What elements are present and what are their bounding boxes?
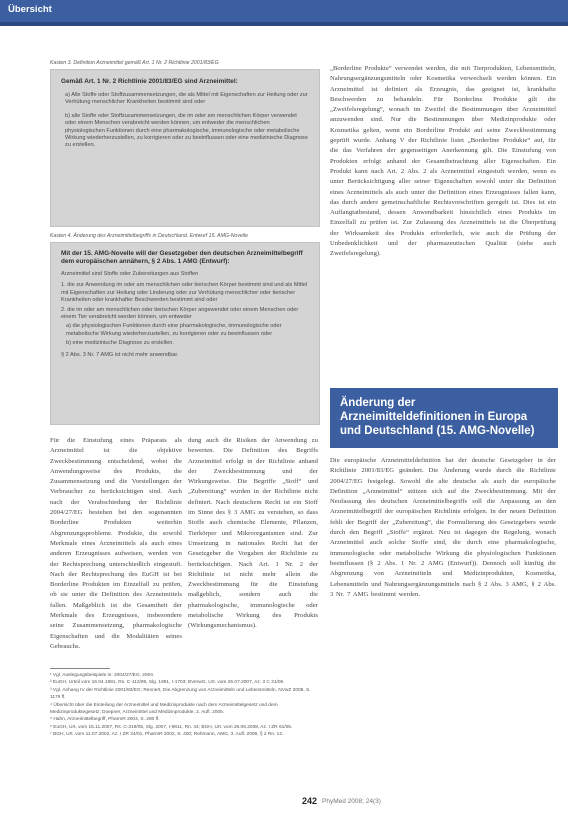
definition-box-eu: [50, 69, 320, 227]
footnote: ⁵ Hahn, Arzneimittelbegriff, PharmR 2004, S. 280 ff.: [50, 717, 160, 723]
section-heading-box: [330, 388, 558, 448]
right-column-text-bottom: Die europäische Arzneimitteldefinition hat der deutsche Gesetzgeber in der Richtlinie 2001/83/EG geändert. Die Änderung wurde durch die Richtlinie 2004/27/EG festgelegt. Sowohl die alte deutsche als auch die europäische Definition „Arzneimittel“ stützen sich auf die Zweckbestimmung. Mit der Neufassung des deutschen Arzneimittelbegriffs soll die Anpassung an den Arzneimittelbegriff der europäischen Richtlinie erfolgen. In der neuen Definition fehlt der Begriff der „Zubereitung“, die Formulierung des Gesetzgebers wurde durch den Begriff „Stoffe“ ergänzt. Neu ist dagegen die Regelung, wonach Arzneimittel auch solche Stoffe sind, die durch eine pharmakologische, immunologische oder metabolische Wirkung die physiologischen Funktionen beeinflussen (§ 2 Abs. 1 Nr. 2 AMG (Entwurf)). Dennoch soll künftig die Abgrenzung von Arzneimitteln und Medizinprodukten, Kosmetika, Lebensmitteln und Nahrungsergänzungsmitteln nach § 2 Abs. 3 AMG, § 2 Abs. 3 Nr. 7 AMG bestimmt werden.: [330, 457, 556, 598]
box2-item-a: a) die physiologischen Funktionen durch eine pharmakologische, immunologische oder metabolische Wirkung wiederherzustellen, zu korrigieren oder zu beeinflussen oder: [66, 323, 282, 337]
section-header-bar: [0, 0, 568, 26]
box2-item-b: b) eine medizinische Diagnose zu erstellen.: [66, 340, 174, 347]
section-heading: Änderung der Arzneimitteldefinitionen in Europa und Deutschland (15. AMG-Novelle): [340, 397, 535, 437]
box2-title: Mit der 15. AMG-Novelle will der Gesetzgeber den deutschen Arzneimittelbegriff dem europäischen annähern, § 2 Abs. 1 AMG (Entwurf):: [61, 250, 303, 265]
footnote: ² EuGH, Urteil vom 16.04.1991, Rs. C-112/89, Slg. 1991, I-1703; BVerwG, Urt. vom 25.07.2007, Az. 3 C 21/06.: [50, 680, 285, 686]
box2-item-2: 2. die im oder am menschlichen oder tierischen Körper angewendet oder einem Menschen oder einem Tier verabreicht werden können, um entweder: [61, 306, 299, 321]
box1-para-b: b) alle Stoffe oder Stoffzusammensetzungen, die im oder am menschlichen Körper verwendet oder einem Menschen verabreicht werden können, um entweder die menschlichen physiologischen Funktionen durch eine pharmakologische, immunologische oder metabolische Wirkung wiederherzustellen, zu korrigieren oder zu beeinflussen oder eine medizinische Diagnose zu erstellen.: [65, 112, 308, 149]
footnote-divider: [50, 668, 110, 669]
footnote: ⁷ BGH, Urt. vom 11.07.2002, Az. I ZR 34/01, PharmR 2002, S. 400; Rehmann, AMG, 3. Aufl. 2008, § 2 Rn. 12.: [50, 732, 284, 738]
page-number: 242: [302, 796, 318, 806]
right-column-text-top: „Borderline Produkte“ verwendet werden, die mit Tierprodukten, Lebensmitteln, Nahrungsergänzungsmitteln oder Kosmetika verwechselt werden können. Ein Arzneimittel ist definiert als Erzeugnis, das geeignet ist, krankhafte Beschwerden zu behandeln. Für Borderline Produkte gilt die „Zweifelsregelung“, wonach im Zweifel die Bestimmungen über Arzneimittel anzuwenden sind. Nur die Bestimmungen über Medizinprodukte oder Kosmetika gelten, wenn ein Borderline Produkt auf seine Zweckbestimmung geprüft wurde. Anhang V der Richtlinie listet „Borderline Produkte“ auf, für die das Verfahren der gegenseitigen Anerkennung gilt. Die Einstufung von Produkten erfolgt anhand der Gesamtbetrachtung aller Eigenschaften. Ein Produkt kann nach Art. 2 Abs. 2 als Arzneimittel eingestuft werden, wenn es unter Berücksichtigung aller seiner Eigenschaften sowohl unter die Definition eines Arzneimittels als auch unter die Definition eines Erzeugnisses fallen kann, das durch andere gemeinschaftliche Rechtsvorschriften geregelt ist. Dies ist ein Auffangtatbestand, dessen Anwendbarkeit hinsichtlich eines Produkts im Einzelfall zu prüfen ist. Zur Zulassung des Arzneimittels ist die Überprüfung der Wirksamkeit des Produkts erforderlich, wie auch die Prüfung der Unbedenklichkeit und der pharmazeutischen Qualität (siehe auch Zweifelsregelung).: [330, 65, 556, 258]
box1-title: Gemäß Art. 1 Nr. 2 Richtlinie 2001/83/EG sind Arzneimittel:: [61, 78, 238, 85]
footnote: ¹ Vgl. Auslegungsbeispiele in: 2004/27/EG, 2004.: [50, 673, 155, 678]
definition-box-de: [50, 242, 320, 425]
box1-para-a: a) Alle Stoffe oder Stoffzusammensetzungen, die als Mittel mit Eigenschaften zur Heilung oder zur Verhütung menschlicher Krankheiten bestimmt sind oder: [65, 92, 308, 106]
box2-item-1: 1. die zur Anwendung im oder am menschlichen oder tierischen Körper bestimmt sind und als Mittel mit Eigenschaften zur Heilung oder Linderung oder zur Verhütung menschlicher oder tierischer Krankheiten oder krankhafter Beschwerden bestimmt sind oder: [61, 282, 308, 304]
footnotes: [50, 672, 316, 739]
box1-caption: Kasten 3. Definition Arzneimittel gemäß Art. 1 Nr. 2 Richtlinie 2001/83/EG: [50, 60, 219, 66]
box2-intro: Arzneimittel sind Stoffe oder Zubereitungen aus Stoffen: [61, 271, 199, 277]
box2-note: § 2 Abs. 3 Nr. 7 AMG ist nicht mehr anwendbar.: [61, 351, 179, 358]
middle-column-text: dung auch die Risiken der Anwendung zu bewerten. Die Definition des Begriffs Arzneimittel erfolgt in der Richtlinie anhand der Zweckbestimmung und der Wirkungsweise. Die Begriffe „Stoff“ und „Zubereitung“ wurden in der Richtlinie nicht definiert. Nach deutschem Recht ist ein Stoff im Sinne des § 3 AMG zu verstehen, so dass Stoffe auch chemische Elemente, Pflanzen, Tierkörper und Mikroorganismen sind. Zur Umsetzung in nationales Recht hat der Gesetzgeber die Vorgaben der Richtlinie zu berücksichtigen. Nach Art. 1 Nr. 2 der Richtlinie ist nicht mehr allein die Zweckbestimmung für die Einstufung maßgeblich, sondern auch die pharmakologische, immunologische oder metabolische Wirkung des Produkts (Wirkungsmechanismus).: [188, 437, 318, 630]
journal-reference: PhyMed 2008; 24(3): [322, 798, 381, 805]
footnote: ⁴ Übersicht über die Einteilung der Arzneimittel und Medizinprodukte nach dem Arzneimittelgesetz und dem Medizinproduktegesetz; Doepner, Arzneimittel und Medizinprodukte, 2. Aufl. 2005.: [50, 702, 278, 716]
footnote: ³ Vgl. Anhang IV der Richtlinie 2001/83/EG; Rennert, Die Abgrenzung von Arzneimitteln und Lebensmitteln, NVwZ 2008, S. 1179 ff.: [50, 687, 311, 701]
footnote: ⁶ EuGH, Urt. vom 15.11.2007, Rs. C-319/05, Slg. 2007, I-9811, Rn. 44; BGH, Urt. vom 26.06.2008, Az. I ZR 61/05.: [50, 724, 293, 730]
box2-caption: Kasten 4. Änderung des Arzneimittelbegriffs in Deutschland, Entwurf 15. AMG-Novelle: [50, 233, 248, 239]
left-column-text: Für die Einstufung eines Präparats als Arzneimittel ist die objektive Zweckbestimmung entscheidend, wobei die Anwendungsweise des Produkts, die Zusammensetzung und die Vorstellungen der Verbraucher zu berücksichtigen sind. Auch nach der Verabschiedung der Richtlinie 2004/27/EG bestehen bei den sogenannten Borderline Produkten weiterhin Abgrenzungsprobleme. Produkte, die sowohl Merkmale eines Arzneimittels als auch eines anderen Erzeugnisses aufweisen, werden von der Rechtsprechung unterschiedlich eingestuft. Nach der Rechtsprechung des EuGH ist bei Borderline Produkten im Einzelfall zu prüfen, ob sie unter die Definition des Arzneimittels fallen. Maßgeblich ist die Gesamtheit der Merkmale des Erzeugnisses, insbesondere seine Zusammensetzung, pharmakologische Eigenschaften und die Modalitäten seines Gebrauchs.: [50, 437, 182, 650]
section-label: Übersicht: [8, 4, 52, 15]
